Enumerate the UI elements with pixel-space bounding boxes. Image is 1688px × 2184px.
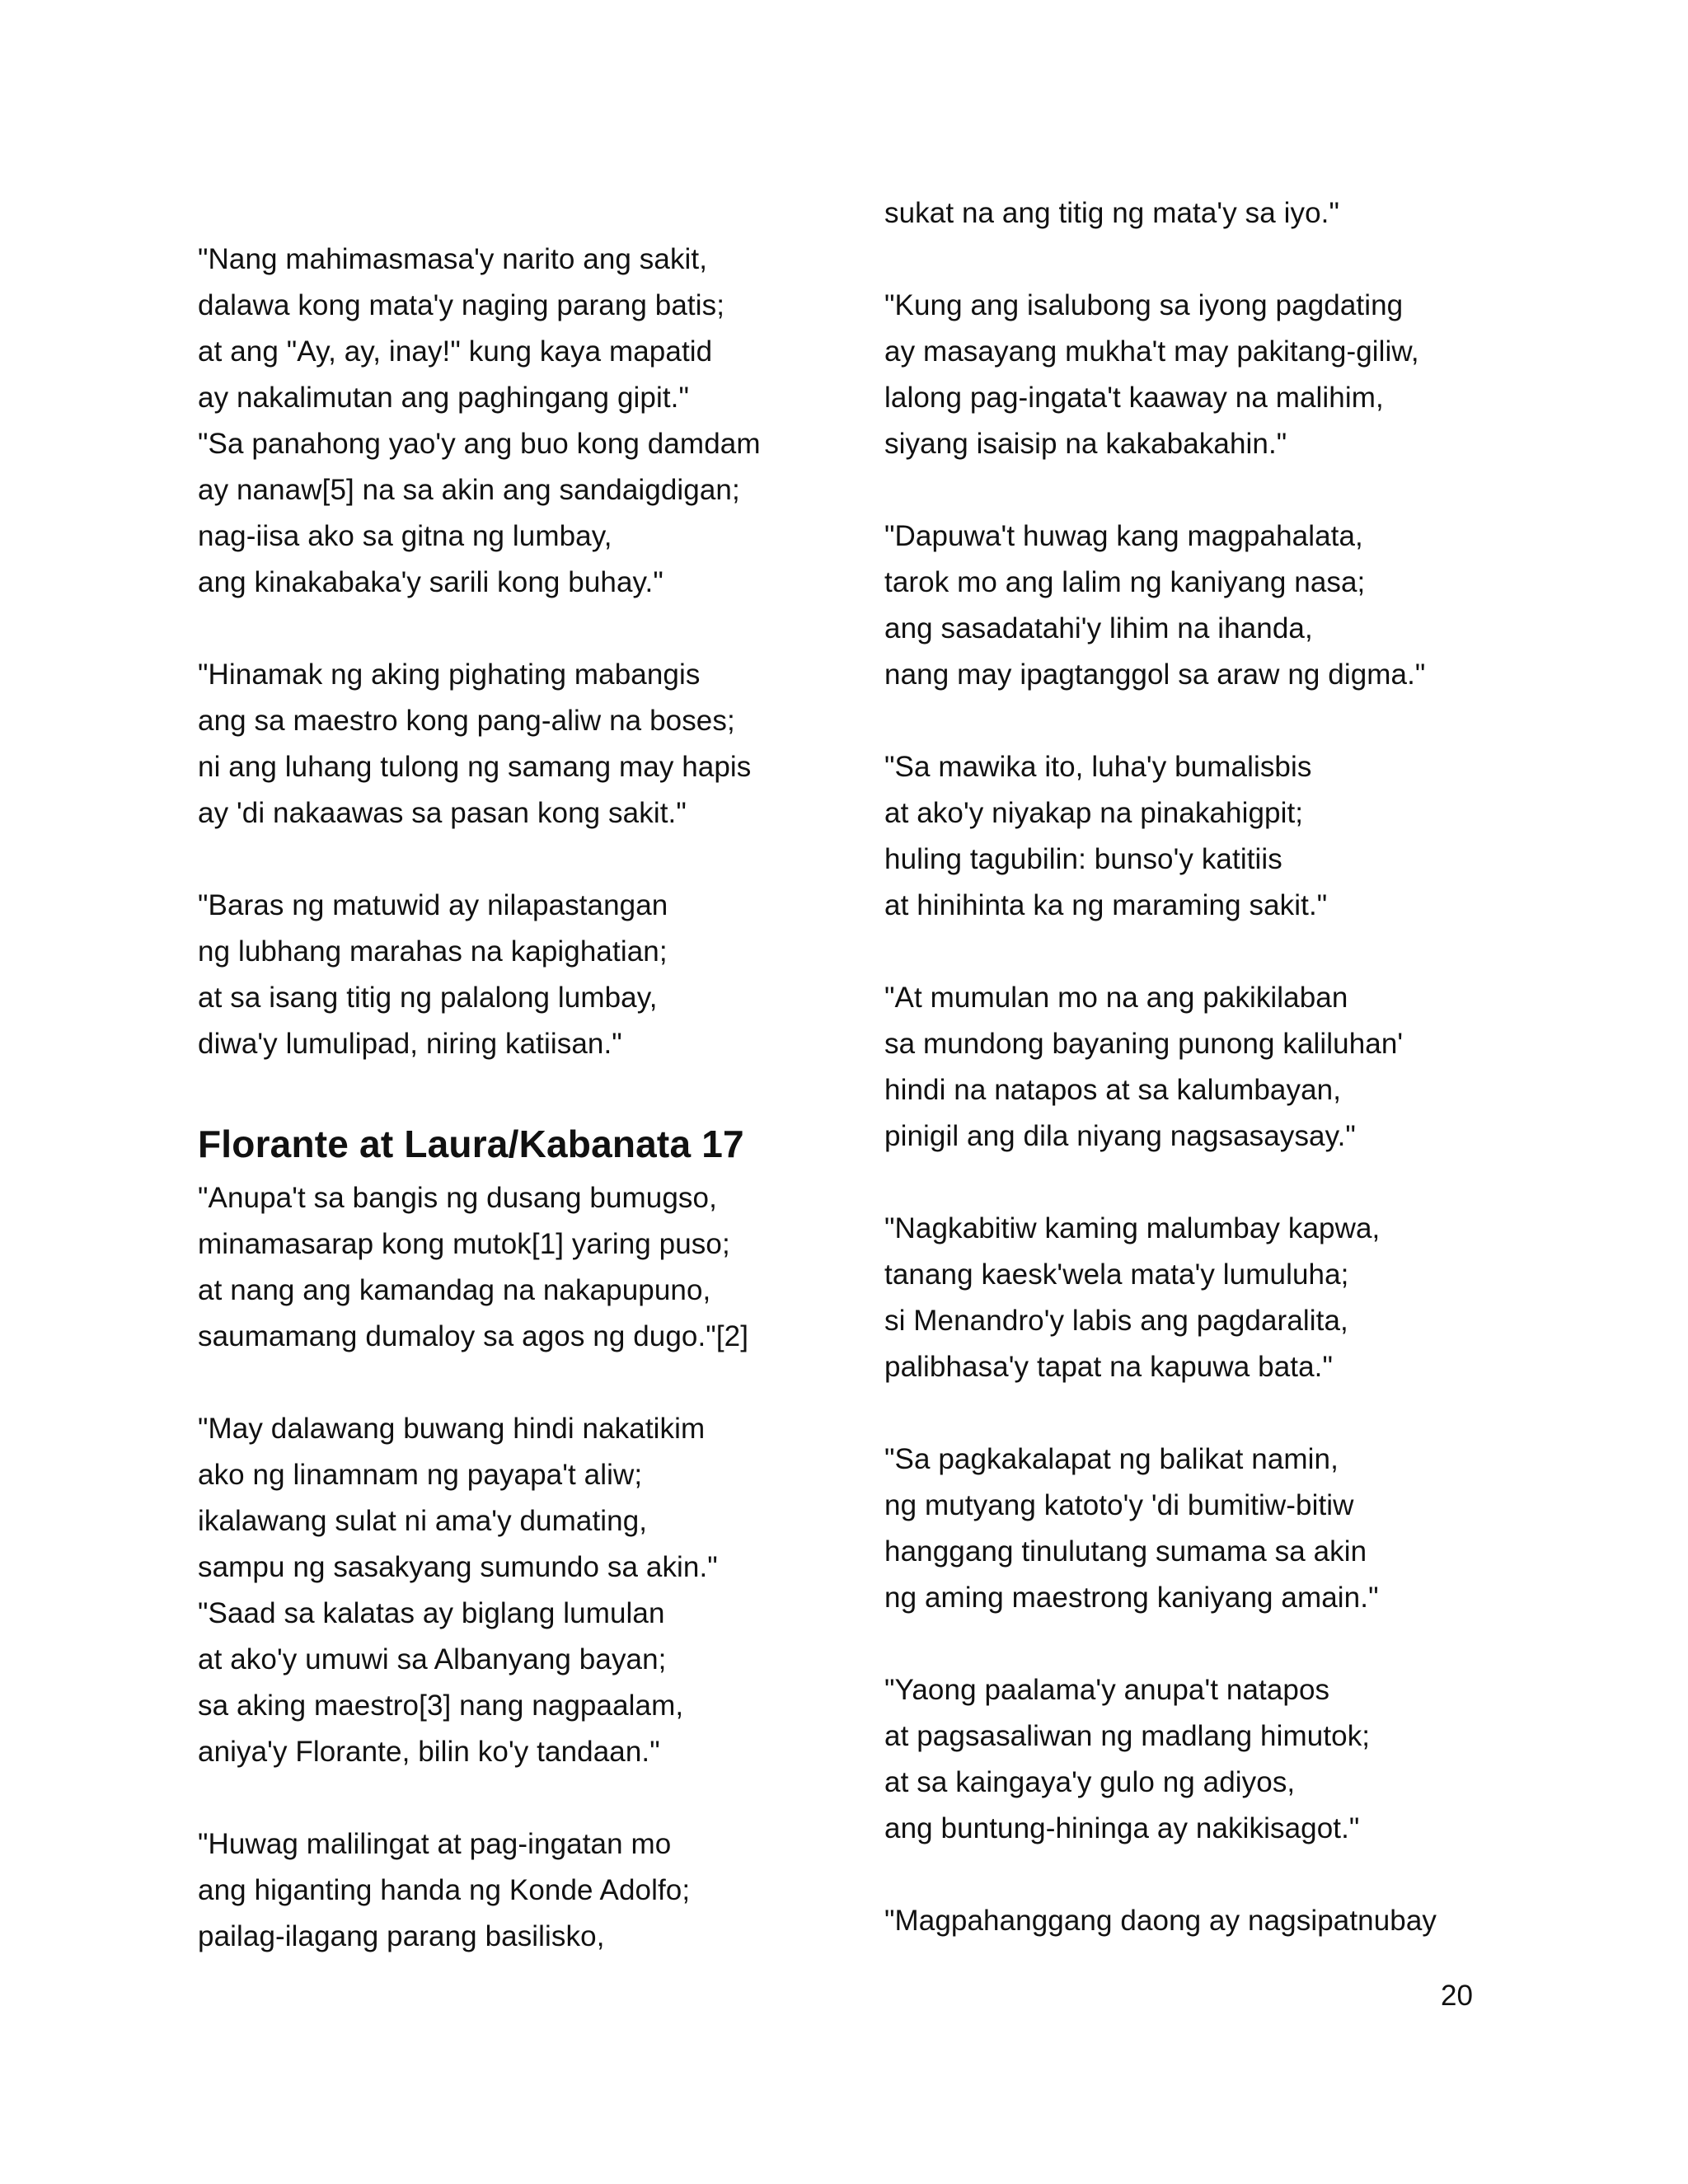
verse-line: ng lubhang marahas na kapighatian;	[198, 935, 668, 968]
verse-line: ni ang luhang tulong ng samang may hapis	[198, 751, 752, 783]
verse-line: hanggang tinulutang sumama sa akin	[884, 1535, 1367, 1568]
verse-line: "Sa pagkakalapat ng balikat namin,	[884, 1443, 1339, 1475]
verse-line: "Huwag malilingat at pag-ingatan mo	[198, 1828, 672, 1860]
verse-line: "At mumulan mo na ang pakikilaban	[884, 982, 1348, 1014]
verse-line: "Dapuwa't huwag kang magpahalata,	[884, 520, 1363, 552]
verse-line: "Sa panahong yao'y ang buo kong damdam	[198, 428, 761, 460]
verse-line: nag-iisa ako sa gitna ng lumbay,	[198, 520, 612, 552]
verse-line: ng aming maestrong kaniyang amain."	[884, 1582, 1379, 1614]
verse-line: "Kung ang isalubong sa iyong pagdating	[884, 289, 1404, 321]
verse-line: sa aking maestro[3] nang nagpaalam,	[198, 1690, 684, 1722]
verse-line: "Hinamak ng aking pighating mabangis	[198, 658, 701, 691]
verse-line: nang may ipagtanggol sa araw ng digma."	[884, 658, 1426, 691]
verse-line: ang sasadatahi'y lihim na ihanda,	[884, 612, 1313, 644]
verse-line: at ako'y niyakap na pinakahigpit;	[884, 797, 1304, 829]
verse-line: siyang isaisip na kakabakahin."	[884, 428, 1287, 460]
verse-line: diwa'y lumulipad, niring katiisan."	[198, 1028, 622, 1060]
verse-line: at ang "Ay, ay, inay!" kung kaya mapatid	[198, 335, 713, 368]
verse-line: ikalawang sulat ni ama'y dumating,	[198, 1505, 648, 1537]
verse-line: hindi na natapos at sa kalumbayan,	[884, 1074, 1342, 1106]
verse-line: pailag-ilagang parang basilisko,	[198, 1920, 605, 1952]
verse-line: at ako'y umuwi sa Albanyang bayan;	[198, 1643, 667, 1675]
verse-line: sa mundong bayaning punong kaliluhan'	[884, 1028, 1404, 1060]
chapter-heading: Florante at Laura/Kabanata 17	[198, 1122, 744, 1165]
verse-line: palibhasa'y tapat na kapuwa bata."	[884, 1351, 1334, 1383]
verse-line: dalawa kong mata'y naging parang batis;	[198, 289, 725, 321]
verse-line: ang buntung-hininga ay nakikisagot."	[884, 1812, 1360, 1844]
verse-line: ng mutyang katoto'y 'di bumitiw-bitiw	[884, 1489, 1354, 1521]
verse-line: ay nanaw[5] na sa akin ang sandaigdigan;	[198, 474, 740, 506]
verse-line: ay 'di nakaawas sa pasan kong sakit."	[198, 797, 687, 829]
verse-line: "Yaong paalama'y anupa't natapos	[884, 1674, 1330, 1706]
verse-line: "Baras ng matuwid ay nilapastangan	[198, 889, 668, 921]
verse-line: "Anupa't sa bangis ng dusang bumugso,	[198, 1182, 717, 1214]
verse-line: "Magpahanggang daong ay nagsipatnubay	[884, 1905, 1437, 1937]
verse-line: ang sa maestro kong pang-aliw na boses;	[198, 705, 735, 737]
verse-line: tanang kaesk'wela mata'y lumuluha;	[884, 1258, 1349, 1291]
verse-line: si Menandro'y labis ang pagdaralita,	[884, 1305, 1348, 1337]
verse-line: "Nang mahimasmasa'y narito ang sakit,	[198, 243, 708, 275]
verse-line: at hinihinta ka ng maraming sakit."	[884, 889, 1328, 921]
verse-line: ako ng linamnam ng payapa't aliw;	[198, 1459, 643, 1491]
verse-line: "Sa mawika ito, luha'y bumalisbis	[884, 751, 1312, 783]
verse-line: ang kinakabaka'y sarili kong buhay."	[198, 566, 663, 598]
verse-line: "Saad sa kalatas ay biglang lumulan	[198, 1597, 665, 1629]
verse-line: "May dalawang buwang hindi nakatikim	[198, 1413, 706, 1445]
verse-line: at sa isang titig ng palalong lumbay,	[198, 982, 658, 1014]
verse-line: tarok mo ang lalim ng kaniyang nasa;	[884, 566, 1366, 598]
verse-line: sukat na ang titig ng mata'y sa iyo."	[884, 197, 1339, 229]
verse-line: ay masayang mukha't may pakitang-giliw,	[884, 335, 1419, 368]
verse-line: saumamang dumaloy sa agos ng dugo."[2]	[198, 1320, 749, 1352]
verse-line: pinigil ang dila niyang nagsasaysay."	[884, 1120, 1356, 1152]
verse-line: at nang ang kamandag na nakapupuno,	[198, 1274, 711, 1306]
verse-line: ang higanting handa ng Konde Adolfo;	[198, 1874, 691, 1906]
verse-line: aniya'y Florante, bilin ko'y tandaan."	[198, 1736, 660, 1768]
verse-line: sampu ng sasakyang sumundo sa akin."	[198, 1551, 718, 1583]
verse-line: lalong pag-ingata't kaaway na malihim,	[884, 382, 1384, 414]
verse-line: at pagsasaliwan ng madlang himutok;	[884, 1720, 1371, 1752]
verse-line: ay nakalimutan ang paghingang gipit."	[198, 382, 689, 414]
verse-line: at sa kaingaya'y gulo ng adiyos,	[884, 1766, 1296, 1798]
page-number: 20	[1441, 1980, 1473, 2012]
verse-line: huling tagubilin: bunso'y katitiis	[884, 843, 1282, 875]
verse-line: minamasarap kong mutok[1] yaring puso;	[198, 1228, 730, 1260]
verse-line: "Nagkabitiw kaming malumbay kapwa,	[884, 1212, 1381, 1244]
